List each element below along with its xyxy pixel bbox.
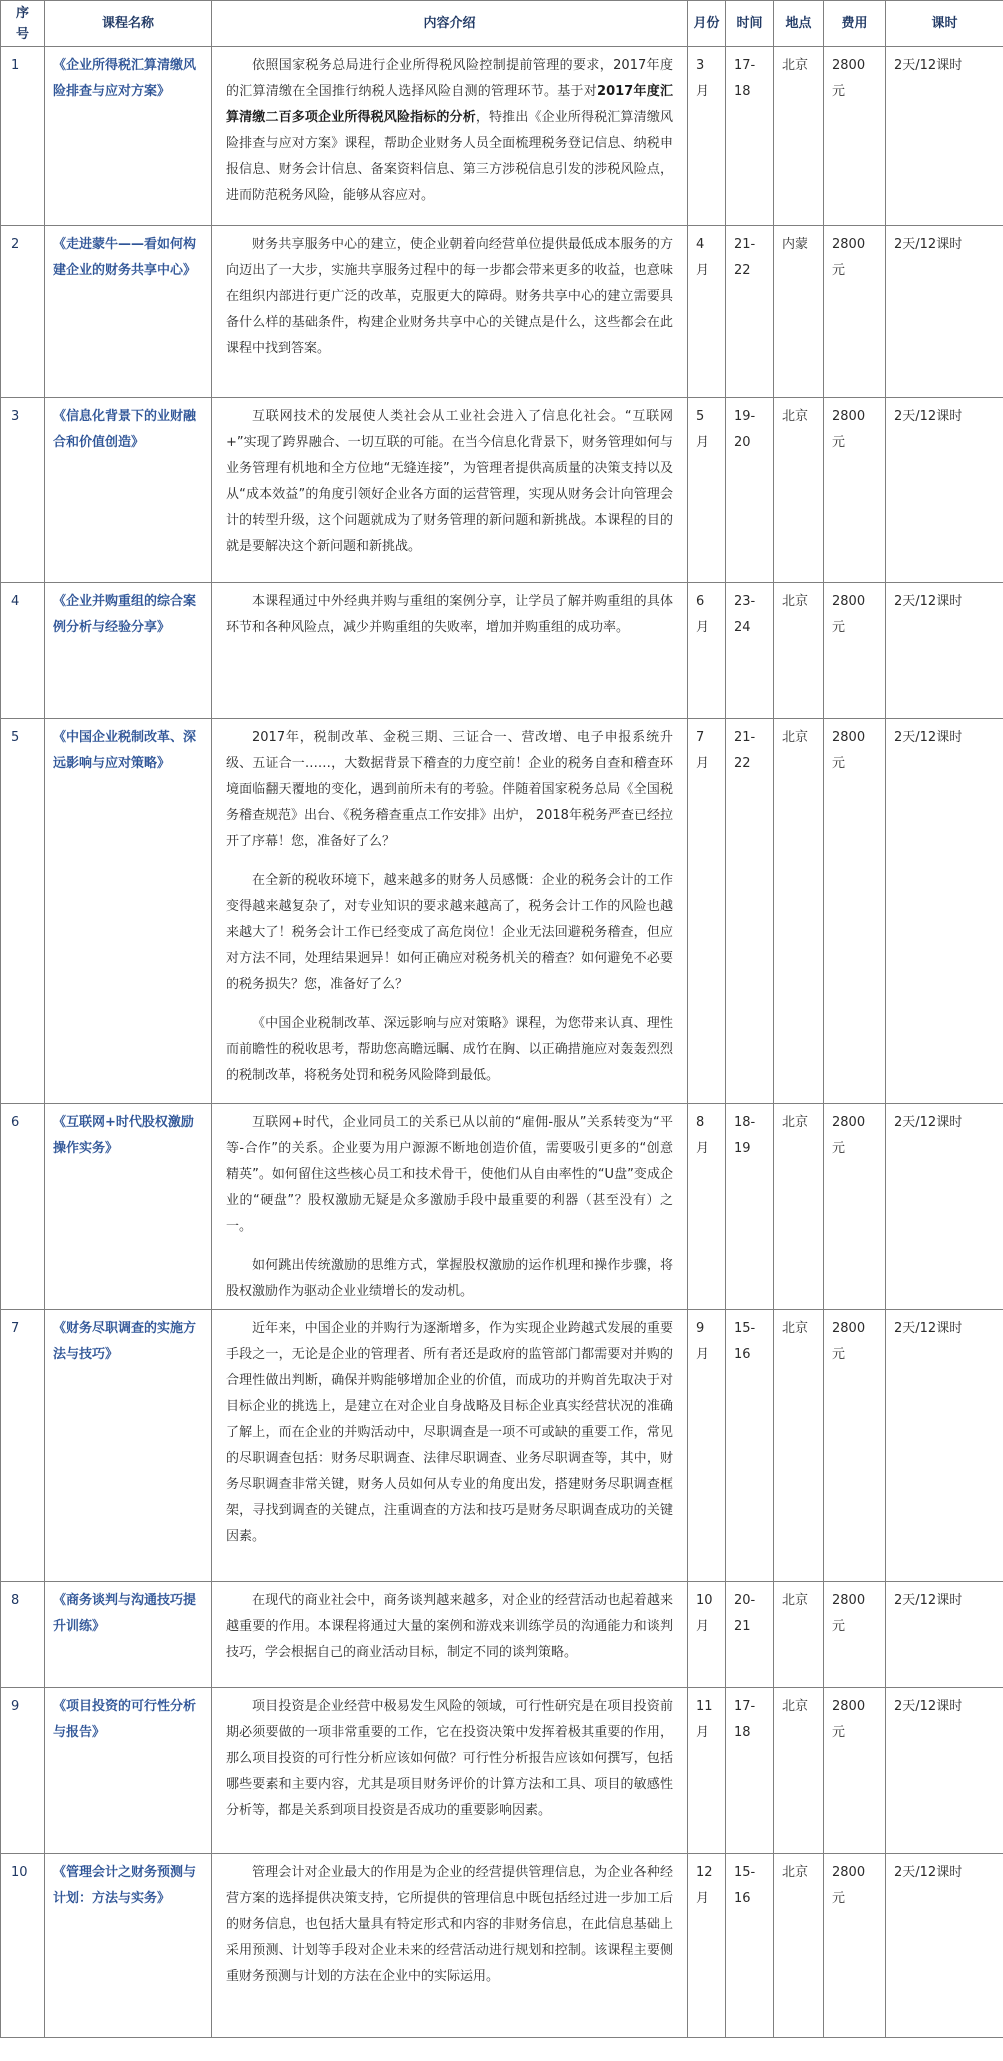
course-description-cell: [212, 1688, 688, 1854]
description-text: 互联网+时代，企业同员工的关系已从以前的“雇佣-服从”关系转变为“平等-合作”的关系。企业要为用户源源不断地创造价值，需要吸引更多的“创意精英”。如何留住这些核心员工和技术骨干，使他们从自由率性的“U盘”变成企业的“硬盘”？股权激励无疑是众多激励手段中最重要的利器（甚至没有）之一。: [226, 1115, 673, 1234]
course-number: 8: [11, 1593, 20, 1608]
header-month: 月份: [688, 1, 726, 47]
course-name: 《项目投资的可行性分析与报告》: [53, 1699, 197, 1740]
course-month-cell: [688, 1854, 726, 2038]
course-fee: 2800元: [832, 594, 866, 635]
course-fee-cell: [824, 1582, 886, 1688]
table-body: [1, 47, 1003, 2038]
description-text: 管理会计对企业最大的作用是为企业的经营提供管理信息，为企业各种经营方案的选择提供决策支持，它所提供的管理信息中既包括经过进一步加工后的财务信息，也包括大量具有特定形式和内容的非财务信息，在此信息基础上采用预测、计划等手段对企业未来的经营活动进行规划和控制。该课程主要侧重财务预测与计划的方法在企业中的实际运用。: [226, 1865, 673, 1984]
description-text: 《中国企业税制改革、深远影响与应对策略》课程，为您带来认真、理性而前瞻性的税收思考，帮助您高瞻远瞩、成竹在胸、以正确措施应对轰轰烈烈的税制改革，将税务处罚和税务风险降到最低。: [226, 1016, 673, 1083]
course-hours-cell: [886, 719, 1003, 1104]
course-name-cell: [45, 47, 212, 226]
course-month-cell: [688, 1104, 726, 1310]
course-fee: 2800元: [832, 237, 866, 278]
course-name: 《管理会计之财务预测与计划：方法与实务》: [53, 1865, 197, 1906]
course-description: [212, 1104, 687, 1305]
course-place: 北京: [782, 730, 809, 745]
course-hours-cell: [886, 1688, 1003, 1854]
course-number: 2: [11, 237, 20, 252]
course-time: 21-22: [734, 730, 756, 771]
header-name: 课程名称: [45, 1, 212, 47]
course-name: 《走进蒙牛——看如何构建企业的财务共享中心》: [53, 237, 197, 278]
course-fee: 2800元: [832, 1699, 866, 1740]
table-row: [1, 47, 1003, 226]
course-hours-cell: [886, 1582, 1003, 1688]
course-description: [212, 1310, 687, 1550]
description-paragraph: [226, 1694, 673, 1824]
table-row: [1, 226, 1003, 398]
course-time: 21-22: [734, 237, 756, 278]
header-no: 序号: [1, 1, 45, 47]
course-time: 17-18: [734, 1699, 756, 1740]
course-fee-cell: [824, 398, 886, 583]
course-month-cell: [688, 1688, 726, 1854]
course-time-cell: [726, 1688, 774, 1854]
course-time-cell: [726, 398, 774, 583]
course-time-cell: [726, 583, 774, 719]
table-row: [1, 583, 1003, 719]
course-fee: 2800元: [832, 1865, 866, 1906]
course-place: 北京: [782, 594, 809, 609]
description-text: 2017年，税制改革、金税三期、三证合一、营改增、电子申报系统升级、五证合一……，大数据背景下稽查的力度空前！企业的税务自查和稽查环境面临翻天覆地的变化，遇到前所未有的考验。伴随着国家税务总局《全国税务稽查规范》出台、《税务稽查重点工作安排》出炉， 2018年税务严查已经拉开了序幕！您，准备好了么？: [226, 730, 673, 849]
course-description-cell: [212, 583, 688, 719]
table-row: [1, 1688, 1003, 1854]
description-text: 本课程通过中外经典并购与重组的案例分享，让学员了解并购重组的具体环节和各种风险点，减少并购重组的失败率，增加并购重组的成功率。: [226, 594, 673, 635]
course-fee-cell: [824, 583, 886, 719]
course-number: 6: [11, 1115, 20, 1130]
description-text: 互联网技术的发展使人类社会从工业社会进入了信息化社会。“互联网+”实现了跨界融合、一切互联的可能。在当今信息化背景下，财务管理如何与业务管理有机地和全方位地“无缝连接”，为管理者提供高质量的决策支持以及从“成本效益”的角度引领好企业各方面的运营管理，实现从财务会计向管理会计的转型升级，这个问题就成为了财务管理的新问题和新挑战。本课程的目的就是要解决这个新问题和新挑战。: [226, 409, 673, 554]
course-time-cell: [726, 1582, 774, 1688]
course-fee: 2800元: [832, 1115, 866, 1156]
course-place: 北京: [782, 1593, 809, 1608]
description-text: 依照国家税务总局进行企业所得税风险控制提前管理的要求，2017年度的汇算清缴在全国推行纳税人选择风险自测的管理环节。基于对: [226, 58, 673, 99]
course-place: 北京: [782, 409, 809, 424]
course-month-cell: [688, 1582, 726, 1688]
course-place-cell: [774, 1310, 824, 1582]
course-number-cell: [1, 398, 45, 583]
course-month-cell: [688, 719, 726, 1104]
course-number-cell: [1, 47, 45, 226]
course-description: [212, 719, 687, 1089]
course-description-cell: [212, 719, 688, 1104]
course-fee-cell: [824, 1688, 886, 1854]
course-hours-cell: [886, 1310, 1003, 1582]
course-time: 15-16: [734, 1321, 756, 1362]
course-number: 1: [11, 58, 20, 73]
description-paragraph: [226, 232, 673, 362]
course-description-cell: [212, 1104, 688, 1310]
course-description: [212, 1854, 687, 1990]
course-month: 3月: [696, 58, 710, 99]
course-month-cell: [688, 398, 726, 583]
course-place-cell: [774, 583, 824, 719]
course-time-cell: [726, 1104, 774, 1310]
course-month: 8月: [696, 1115, 710, 1156]
course-number-cell: [1, 1688, 45, 1854]
description-text: 财务共享服务中心的建立，使企业朝着向经营单位提供最低成本服务的方向迈出了一大步，实施共享服务过程中的每一步都会带来更多的收益，也意味在组织内部进行更广泛的改革，克服更大的障碍。财务共享中心的建立需要具备什么样的基础条件，构建企业财务共享中心的关键点是什么，这些都会在此课程中找到答案。: [226, 237, 673, 356]
course-description: [212, 1582, 687, 1666]
course-time-cell: [726, 226, 774, 398]
course-time: 20-21: [734, 1593, 756, 1634]
course-name: 《企业并购重组的综合案例分析与经验分享》: [53, 594, 197, 635]
course-month-cell: [688, 1310, 726, 1582]
course-place: 北京: [782, 58, 809, 73]
description-paragraph: [226, 404, 673, 560]
header-fee: 费用: [824, 1, 886, 47]
course-time-cell: [726, 719, 774, 1104]
course-month: 5月: [696, 409, 710, 450]
description-text: 近年来，中国企业的并购行为逐渐增多，作为实现企业跨越式发展的重要手段之一，无论是企业的管理者、所有者还是政府的监管部门都需要对并购的合理性做出判断，确保并购能够增加企业的价值，而成功的并购首先取决于对目标企业的挑选上，是建立在对企业自身战略及目标企业真实经营状况的准确了解上，而在企业的并购活动中，尽职调查是一项不可或缺的重要工作，常见的尽职调查包括：财务尽职调查、法律尽职调查、业务尽职调查等，其中，财务尽职调查非常关键，财务人员如何从专业的角度出发，搭建财务尽职调查框架，寻找到调查的关键点，注重调查的方法和技巧是财务尽职调查成功的关键因素。: [226, 1321, 673, 1544]
course-time-cell: [726, 1854, 774, 2038]
course-description-cell: [212, 1854, 688, 2038]
course-number-cell: [1, 1582, 45, 1688]
description-emphasis: 2017年度汇算清缴二百多项企业所得税风险指标的分析: [226, 84, 673, 125]
description-paragraph: [226, 1110, 673, 1240]
course-hours: 2天/12课时: [894, 1699, 963, 1714]
course-number-cell: [1, 1310, 45, 1582]
course-name-cell: [45, 1582, 212, 1688]
course-fee-cell: [824, 1854, 886, 2038]
course-place-cell: [774, 47, 824, 226]
header-hours: 课时: [886, 1, 1003, 47]
header-place: 地点: [774, 1, 824, 47]
course-fee: 2800元: [832, 730, 866, 771]
course-hours: 2天/12课时: [894, 1115, 963, 1130]
course-place: 北京: [782, 1865, 809, 1880]
description-paragraph: [226, 725, 673, 855]
course-description: [212, 47, 687, 209]
table-row: [1, 1104, 1003, 1310]
course-place-cell: [774, 1582, 824, 1688]
description-paragraph: [226, 53, 673, 209]
description-paragraph: [226, 1860, 673, 1990]
table-header-row: [1, 1, 1003, 47]
course-month-cell: [688, 583, 726, 719]
course-description-cell: [212, 47, 688, 226]
course-name: 《信息化背景下的业财融合和价值创造》: [53, 409, 197, 450]
course-name-cell: [45, 719, 212, 1104]
description-text: 如何跳出传统激励的思维方式，掌握股权激励的运作机理和操作步骤，将股权激励作为驱动企业业绩增长的发动机。: [226, 1258, 673, 1299]
course-time-cell: [726, 47, 774, 226]
course-hours: 2天/12课时: [894, 1865, 963, 1880]
course-number: 4: [11, 594, 20, 609]
course-description: [212, 1688, 687, 1824]
course-description-cell: [212, 398, 688, 583]
course-description: [212, 398, 687, 560]
course-place: 内蒙: [782, 237, 809, 252]
description-text: 在现代的商业社会中，商务谈判越来越多，对企业的经营活动也起着越来越重要的作用。本课程将通过大量的案例和游戏来训练学员的沟通能力和谈判技巧，学会根据自己的商业活动目标，制定不同的谈判策略。: [226, 1593, 673, 1660]
course-number-cell: [1, 719, 45, 1104]
course-fee-cell: [824, 1310, 886, 1582]
table-row: [1, 719, 1003, 1104]
course-fee: 2800元: [832, 58, 866, 99]
course-name: 《商务谈判与沟通技巧提升训练》: [53, 1593, 197, 1634]
course-description: [212, 226, 687, 362]
course-month: 4月: [696, 237, 710, 278]
course-fee-cell: [824, 226, 886, 398]
course-description: [212, 583, 687, 641]
course-month: 6月: [696, 594, 710, 635]
description-paragraph: [226, 1011, 673, 1089]
course-description-cell: [212, 226, 688, 398]
course-hours: 2天/12课时: [894, 730, 963, 745]
course-number-cell: [1, 1104, 45, 1310]
course-place-cell: [774, 1854, 824, 2038]
course-place-cell: [774, 226, 824, 398]
course-number-cell: [1, 583, 45, 719]
description-paragraph: [226, 1316, 673, 1550]
description-paragraph: [226, 868, 673, 998]
table-row: [1, 1854, 1003, 2038]
table-row: [1, 1582, 1003, 1688]
course-time: 23-24: [734, 594, 756, 635]
course-name-cell: [45, 1688, 212, 1854]
description-text: 在全新的税收环境下，越来越多的财务人员感慨：企业的税务会计的工作变得越来越复杂了，对专业知识的要求越来越高了，税务会计工作的风险也越来越大了！税务会计工作已经变成了高危岗位！企业无法回避税务稽查，但应对方法不同，处理结果迥异！如何正确应对税务机关的稽查？如何避免不必要的税务损失？您，准备好了么？: [226, 873, 673, 992]
course-time: 18-19: [734, 1115, 756, 1156]
course-place: 北京: [782, 1321, 809, 1336]
course-hours: 2天/12课时: [894, 1593, 963, 1608]
description-text: 项目投资是企业经营中极易发生风险的领域，可行性研究是在项目投资前期必须要做的一项非常重要的工作，它在投资决策中发挥着极其重要的作用，那么项目投资的可行性分析应该如何做？可行性分析报告应该如何撰写，包括哪些要素和主要内容，尤其是项目财务评价的计算方法和工具、项目的敏感性分析等，都是关系到项目投资是否成功的重要影响因素。: [226, 1699, 673, 1818]
course-hours: 2天/12课时: [894, 409, 963, 424]
course-fee-cell: [824, 719, 886, 1104]
course-number: 3: [11, 409, 20, 424]
course-fee-cell: [824, 47, 886, 226]
header-time: 时间: [726, 1, 774, 47]
course-hours: 2天/12课时: [894, 594, 963, 609]
course-time: 19-20: [734, 409, 756, 450]
course-name: 《企业所得税汇算清缴风险排查与应对方案》: [53, 58, 197, 99]
course-hours-cell: [886, 1104, 1003, 1310]
course-hours-cell: [886, 398, 1003, 583]
course-month: 9月: [696, 1321, 710, 1362]
course-number: 9: [11, 1699, 20, 1714]
course-hours: 2天/12课时: [894, 58, 963, 73]
table-row: [1, 1310, 1003, 1582]
description-text: ，特推出《企业所得税汇算清缴风险排查与应对方案》课程，帮助企业财务人员全面梳理税务登记信息、纳税申报信息、财务会计信息、备案资料信息、第三方涉税信息引发的涉税风险点，进而防范税务风险，能够从容应对。: [226, 110, 673, 203]
course-month: 11月: [696, 1699, 713, 1740]
course-fee: 2800元: [832, 1321, 866, 1362]
course-month: 7月: [696, 730, 710, 771]
course-month: 12月: [696, 1865, 713, 1906]
course-name-cell: [45, 1854, 212, 2038]
course-number-cell: [1, 1854, 45, 2038]
course-place-cell: [774, 398, 824, 583]
course-name-cell: [45, 583, 212, 719]
course-place: 北京: [782, 1699, 809, 1714]
course-time-cell: [726, 1310, 774, 1582]
course-hours-cell: [886, 583, 1003, 719]
course-place-cell: [774, 1104, 824, 1310]
course-number: 7: [11, 1321, 20, 1336]
description-paragraph: [226, 1588, 673, 1666]
course-place: 北京: [782, 1115, 809, 1130]
description-paragraph: [226, 1253, 673, 1305]
course-number: 5: [11, 730, 20, 745]
course-hours-cell: [886, 226, 1003, 398]
course-time: 15-16: [734, 1865, 756, 1906]
course-name-cell: [45, 1310, 212, 1582]
course-hours-cell: [886, 1854, 1003, 2038]
description-paragraph: [226, 589, 673, 641]
course-name-cell: [45, 398, 212, 583]
course-fee: 2800元: [832, 409, 866, 450]
course-number: 10: [11, 1865, 28, 1880]
course-place-cell: [774, 1688, 824, 1854]
course-name: 《互联网+时代股权激励操作实务》: [53, 1115, 194, 1156]
course-hours: 2天/12课时: [894, 237, 963, 252]
table-row: [1, 398, 1003, 583]
course-month: 10月: [696, 1593, 713, 1634]
header-desc: 内容介绍: [212, 1, 688, 47]
course-fee-cell: [824, 1104, 886, 1310]
course-name: 《财务尽职调查的实施方法与技巧》: [53, 1321, 197, 1362]
course-name: 《中国企业税制改革、深远影响与应对策略》: [53, 730, 197, 771]
course-number-cell: [1, 226, 45, 398]
course-hours: 2天/12课时: [894, 1321, 963, 1336]
course-fee: 2800元: [832, 1593, 866, 1634]
course-name-cell: [45, 1104, 212, 1310]
course-time: 17-18: [734, 58, 756, 99]
course-hours-cell: [886, 47, 1003, 226]
course-description-cell: [212, 1310, 688, 1582]
course-month-cell: [688, 226, 726, 398]
course-name-cell: [45, 226, 212, 398]
course-place-cell: [774, 719, 824, 1104]
course-description-cell: [212, 1582, 688, 1688]
course-month-cell: [688, 47, 726, 226]
